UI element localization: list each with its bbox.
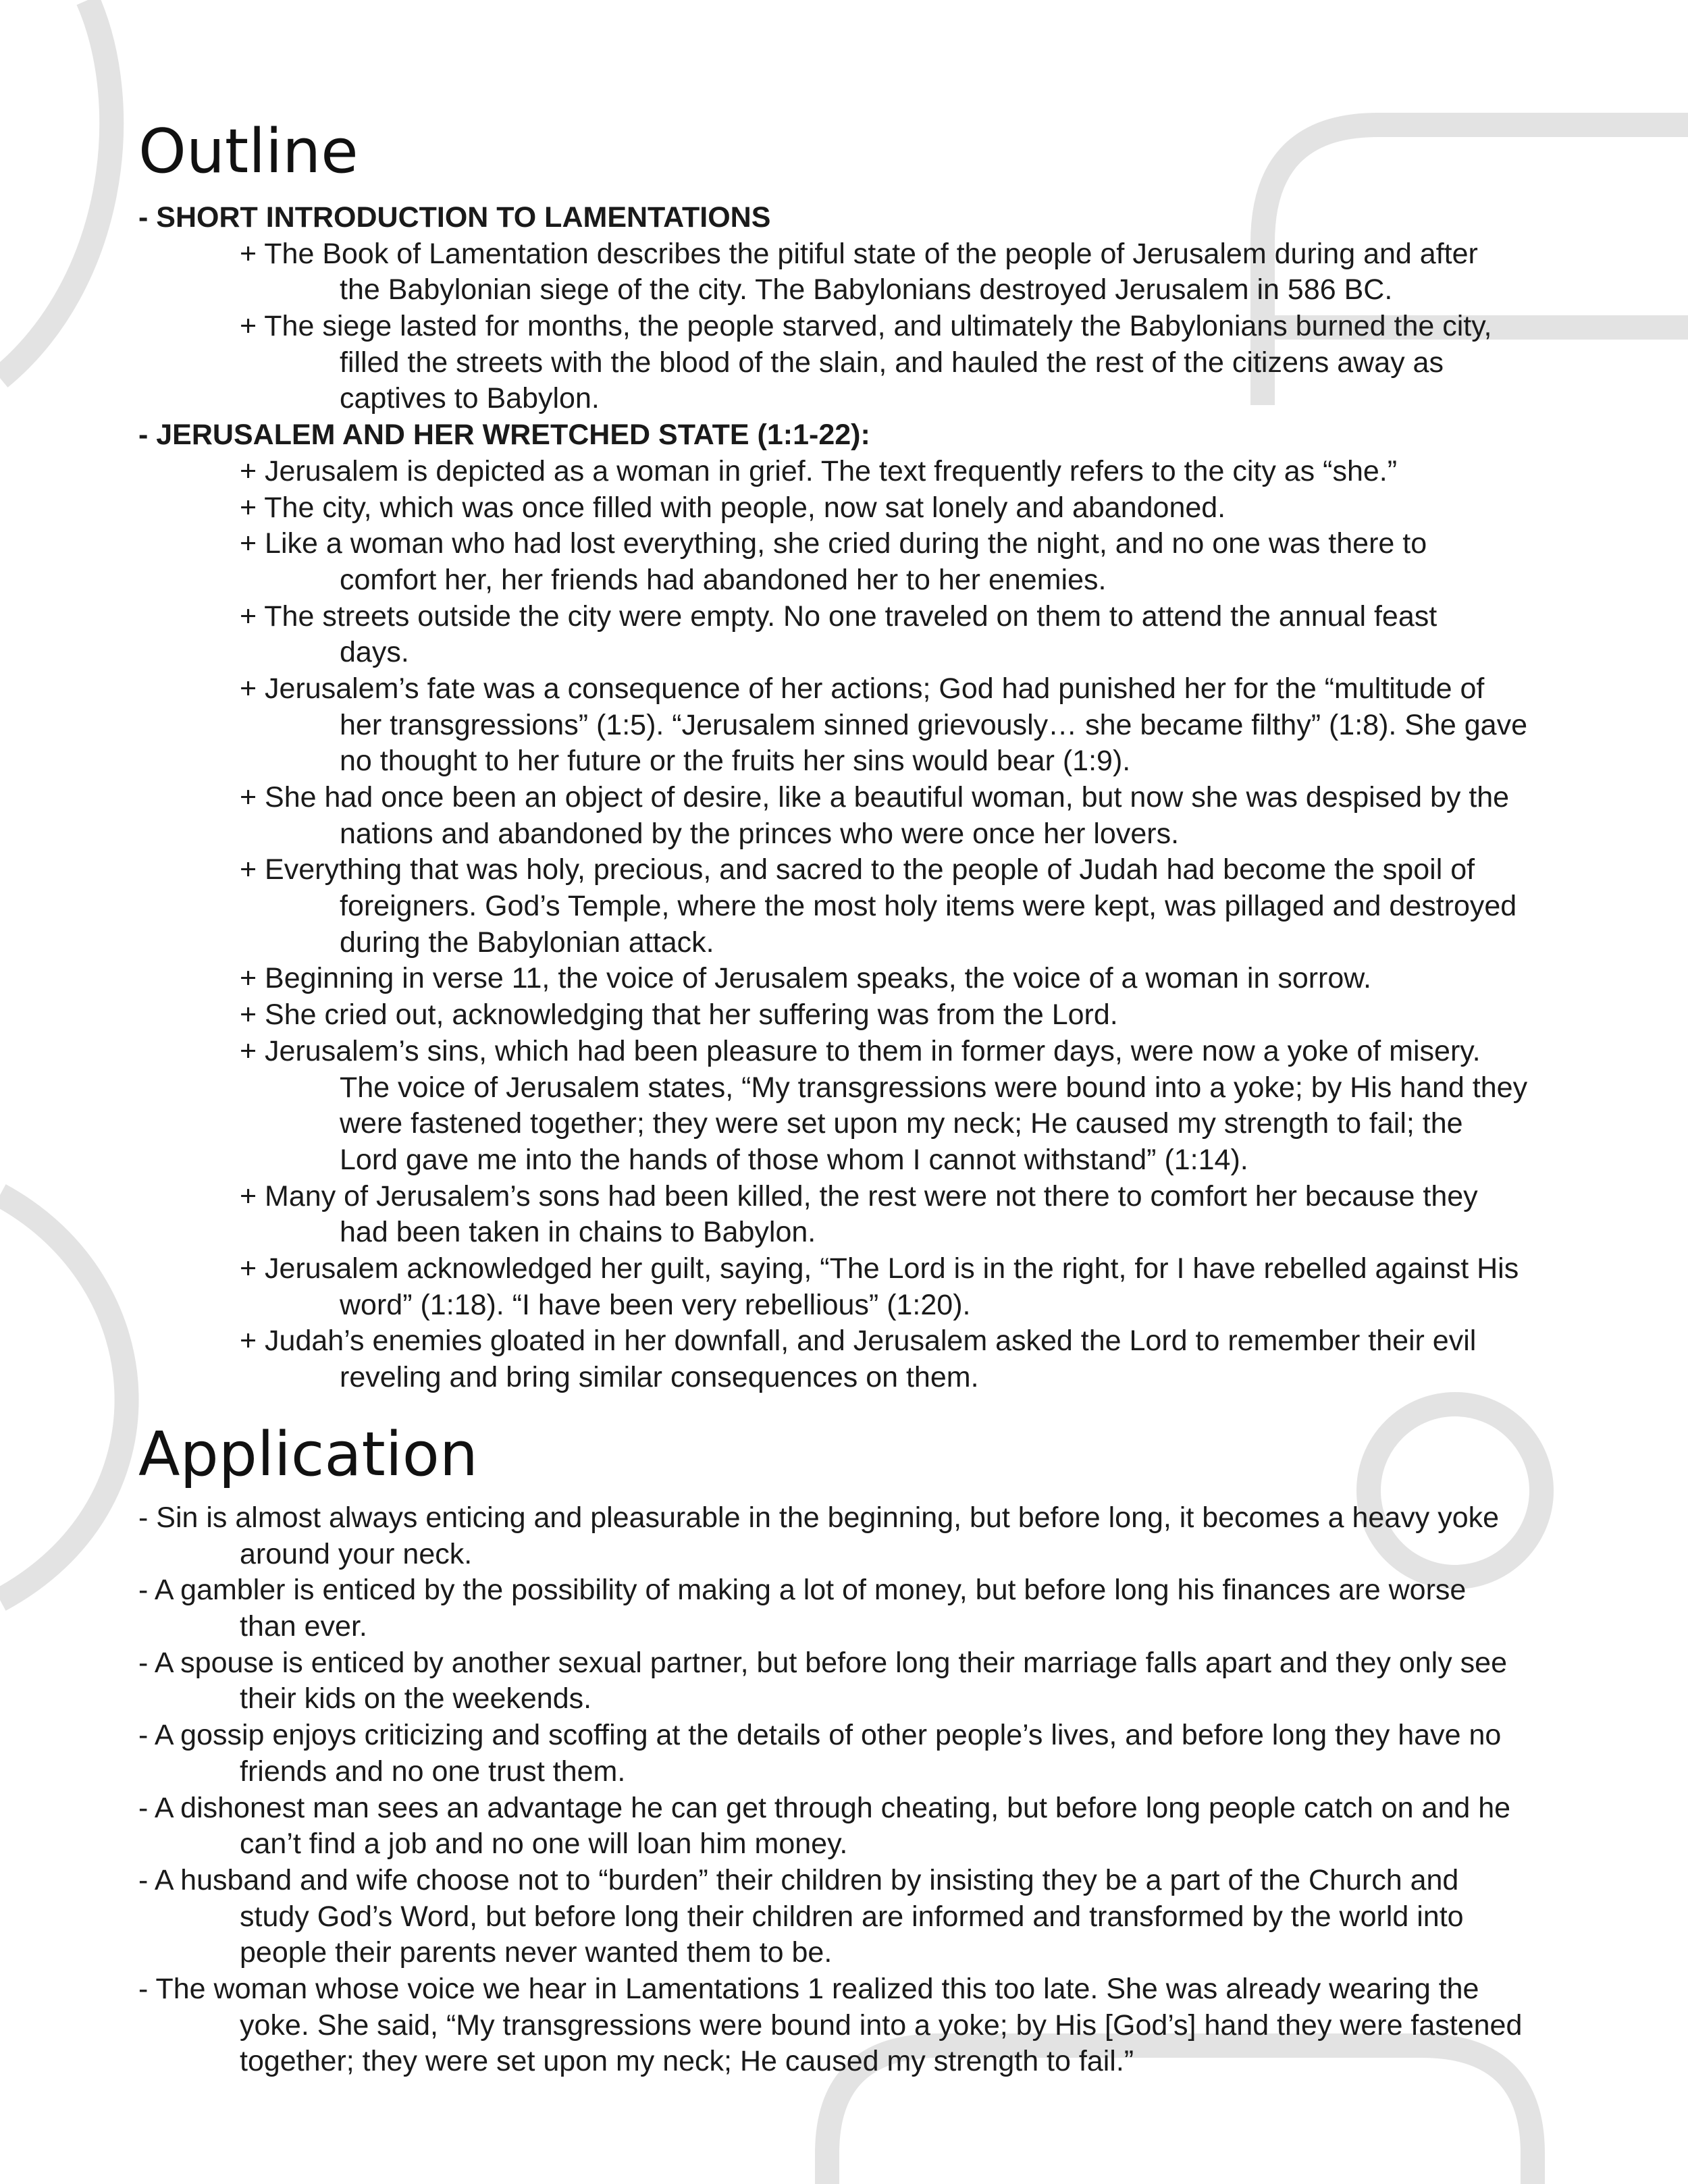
list-item: + The siege lasted for months, the people starved, and ultimately the Babylonians burned the city,: [240, 310, 1492, 343]
list-item: + She cried out, acknowledging that her suffering was from the Lord.: [240, 998, 1118, 1032]
list-item: captives to Babylon.: [340, 382, 600, 415]
list-item: foreigners. God’s Temple, where the most holy items were kept, was pillaged and destroyed: [340, 890, 1517, 923]
list-item: + Jerusalem acknowledged her guilt, saying, “The Lord is in the right, for I have rebelled against His: [240, 1252, 1519, 1285]
list-item: + The Book of Lamentation describes the pitiful state of the people of Jerusalem during and after: [240, 237, 1478, 270]
list-item: - A gossip enjoys criticizing and scoffing at the details of other people’s lives, and before long they have no: [138, 1719, 1502, 1752]
list-item: + Everything that was holy, precious, and sacred to the people of Judah had become the spoil of: [240, 853, 1475, 886]
list-item: - A dishonest man sees an advantage he can get through cheating, but before long people catch on and he: [138, 1791, 1511, 1824]
list-item: the Babylonian siege of the city. The Babylonians destroyed Jerusalem in 586 BC.: [340, 273, 1393, 307]
list-item: + Jerusalem is depicted as a woman in grief. The text frequently refers to the city as “she.”: [240, 454, 1398, 487]
list-item: - Sin is almost always enticing and pleasurable in the beginning, but before long, it becomes a heavy yoke: [138, 1501, 1500, 1534]
list-item: comfort her, her friends had abandoned her to her enemies.: [340, 563, 1107, 596]
list-item: together; they were set upon my neck; He caused my strength to fail.”: [240, 2045, 1134, 2078]
list-item: + Beginning in verse 11, the voice of Jerusalem speaks, the voice of a woman in sorrow.: [240, 962, 1371, 995]
list-item: word” (1:18). “I have been very rebellious” (1:20).: [340, 1288, 971, 1321]
list-item: - A spouse is enticed by another sexual partner, but before long their marriage falls apart and they only see: [138, 1646, 1508, 1679]
outline-list: [138, 200, 1570, 1396]
list-item: during the Babylonian attack.: [340, 926, 714, 959]
list-item: no thought to her future or the fruits her sins would bear (1:9).: [340, 745, 1131, 778]
application-heading: Application: [138, 1419, 478, 1490]
section-title: - JERUSALEM AND HER WRETCHED STATE (1:1-22):: [138, 419, 870, 452]
list-item: people their parents never wanted them to be.: [240, 1936, 833, 1969]
list-item: than ever.: [240, 1610, 367, 1643]
list-item: friends and no one trust them.: [240, 1755, 626, 1788]
list-item: + Like a woman who had lost everything, she cried during the night, and no one was there to: [240, 527, 1427, 560]
list-item: nations and abandoned by the princes who were once her lovers.: [340, 817, 1180, 850]
list-item: were fastened together; they were set upon my neck; He caused my strength to fail; the: [340, 1107, 1463, 1140]
list-item: + The streets outside the city were empty. No one traveled on them to attend the annual feast: [240, 600, 1438, 633]
list-item: - A husband and wife choose not to “burden” their children by insisting they be a part of the Church and: [138, 1863, 1459, 1896]
list-item: had been taken in chains to Babylon.: [340, 1216, 816, 1249]
list-item: yoke. She said, “My transgressions were bound into a yoke; by His [God’s] hand they were fastened: [240, 2008, 1523, 2042]
list-item: can’t find a job and no one will loan him money.: [240, 1828, 848, 1861]
list-item: Lord gave me into the hands of those whom I cannot withstand” (1:14).: [340, 1143, 1248, 1176]
list-item: her transgressions” (1:5). “Jerusalem sinned grievously… she became filthy” (1:8). She gave: [340, 708, 1527, 741]
list-item: + Many of Jerusalem’s sons had been killed, the rest were not there to comfort her because they: [240, 1179, 1478, 1213]
section-title: - SHORT INTRODUCTION TO LAMENTATIONS: [138, 201, 771, 234]
list-item: - A gambler is enticed by the possibility of making a lot of money, but before long his finances are worse: [138, 1574, 1467, 1607]
list-item: - The woman whose voice we hear in Lamentations 1 realized this too late. She was already wearing the: [138, 1972, 1479, 2005]
list-item: around your neck.: [240, 1537, 473, 1570]
list-item: + Judah’s enemies gloated in her downfall, and Jerusalem asked the Lord to remember their evil: [240, 1325, 1477, 1358]
list-item: + Jerusalem’s fate was a consequence of her actions; God had punished her for the “multitude of: [240, 672, 1485, 705]
list-item: study God’s Word, but before long their children are informed and transformed by the world into: [240, 1900, 1464, 1933]
list-item: + The city, which was once filled with people, now sat lonely and abandoned.: [240, 491, 1226, 524]
list-item: + She had once been an object of desire, like a beautiful woman, but now she was despised by the: [240, 781, 1510, 814]
list-item: reveling and bring similar consequences on them.: [340, 1361, 979, 1393]
list-item: filled the streets with the blood of the slain, and hauled the rest of the citizens away as: [340, 346, 1444, 379]
list-item: their kids on the weekends.: [240, 1682, 592, 1715]
list-item: The voice of Jerusalem states, “My transgressions were bound into a yoke; by His hand they: [340, 1071, 1528, 1104]
outline-heading: Outline: [138, 116, 359, 187]
list-item: days.: [340, 636, 409, 669]
list-item: + Jerusalem’s sins, which had been pleasure to them in former days, were now a yoke of misery.: [240, 1034, 1481, 1067]
application-list: [138, 1500, 1570, 2080]
